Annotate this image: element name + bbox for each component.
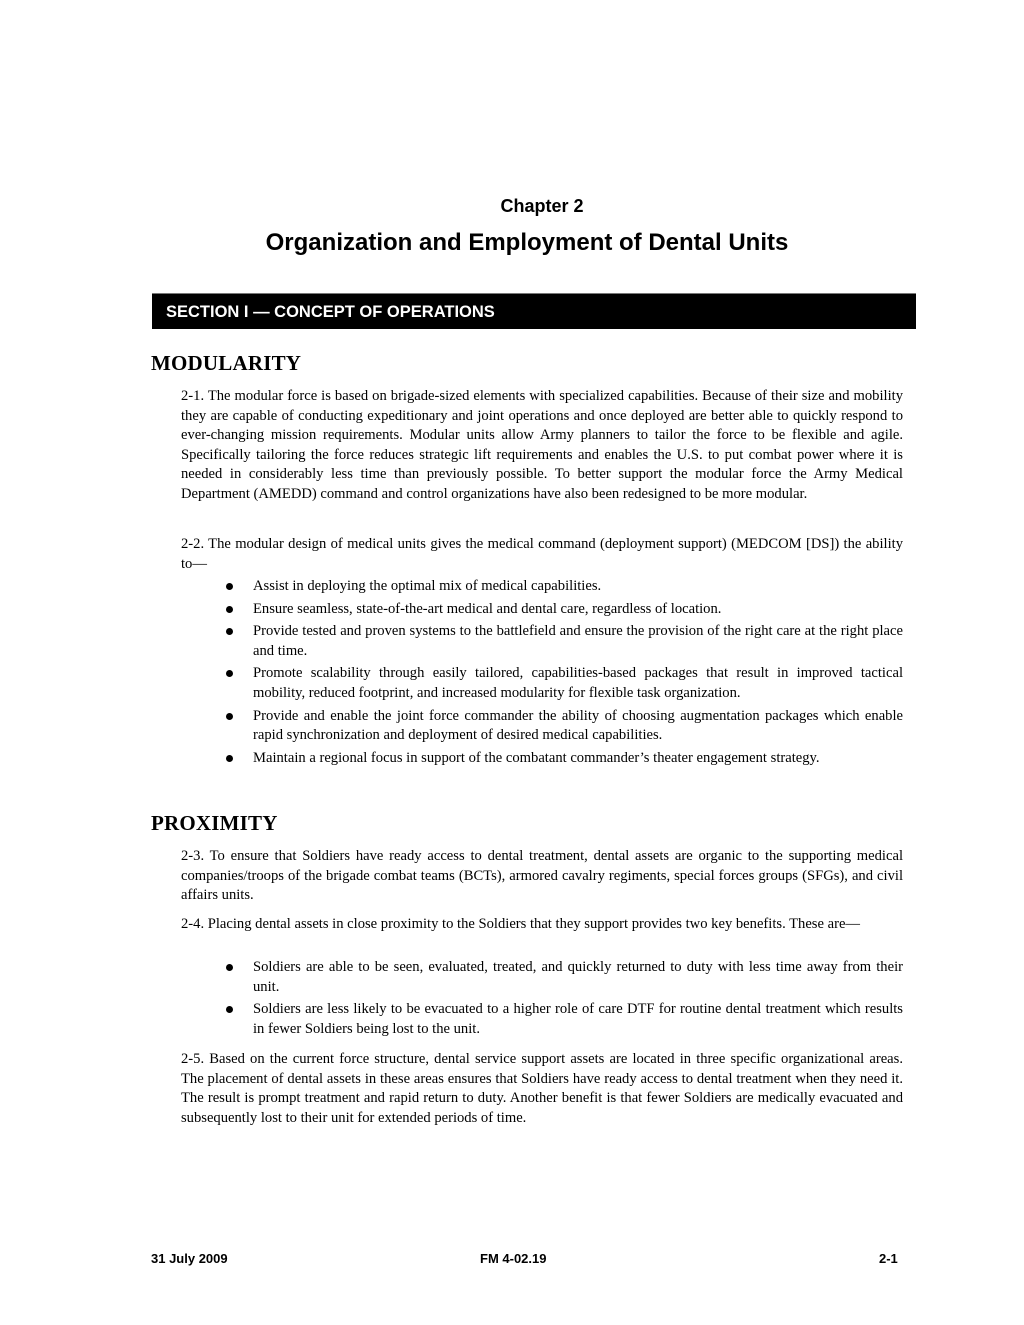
bullet-dot-icon [226, 606, 233, 613]
list-item: Provide tested and proven systems to the battlefield and ensure the provision of the right care at the right place and time. [226, 622, 903, 661]
paragraph-2-3: 2-3. To ensure that Soldiers have ready access to dental treatment, dental assets are organic to the supporting medical companies/troops of the brigade combat teams (BCTs), armored cavalry regiments, special forces groups (SFGs), and civil affairs units. [181, 848, 903, 904]
paragraph-2-4: 2-4. Placing dental assets in close proximity to the Soldiers that they support provides two key benefits. These are— [181, 916, 861, 932]
paragraph-2-5: 2-5. Based on the current force structure, dental service support assets are located in three specific organizational areas. The placement of dental assets in these areas ensures that Soldiers have ready access to dental treatment when they need it. The result is prompt treatment and rapid return to duty. Another benefit is that fewer Soldiers are medically evacuated and subsequently lost to their unit for extended periods of time. [181, 1051, 903, 1126]
list-item: Ensure seamless, state-of-the-art medical and dental care, regardless of location. [226, 600, 903, 620]
list-item: Assist in deploying the optimal mix of medical capabilities. [226, 577, 903, 597]
modularity-bullet-list [226, 577, 903, 771]
bullet-dot-icon [226, 583, 233, 590]
list-item: Provide and enable the joint force commander the ability of choosing augmentation packages which enable rapid synchronization and deployment of desired medical capabilities. [226, 707, 903, 746]
footer-date: 31 July 2009 [151, 1251, 228, 1266]
proximity-bullet-list [226, 958, 903, 1042]
heading-modularity: MODULARITY [151, 351, 302, 375]
list-item: Promote scalability through easily tailored, capabilities-based packages that result in improved tactical mobility, reduced footprint, and increased modularity for flexible task organization. [226, 664, 903, 703]
heading-proximity: PROXIMITY [151, 811, 278, 835]
bullet-dot-icon [226, 1006, 233, 1013]
bullet-dot-icon [226, 964, 233, 971]
paragraph-2-1: 2-1. The modular force is based on brigade-sized elements with specialized capabilities. Because of their size and mobility they are capable of conducting expeditionary and joint operations and once deployed are better able to quickly respond to ever-changing mission requirements. Modular units allow Army planners to tailor the force to be flexible and agile. Specifically tailoring the force reduces strategic lift requirements and enables the U.S. to put combat power where it is needed in considerably less time than previously possible. To better support the modular force the Army Medical Department (AMEDD) command and control organizations have also been redesigned to be more modular. [181, 388, 903, 502]
footer-document-number: FM 4-02.19 [480, 1251, 547, 1266]
bullet-dot-icon [226, 755, 233, 762]
list-item: Maintain a regional focus in support of the combatant commander’s theater engagement strategy. [226, 749, 903, 769]
bullet-dot-icon [226, 713, 233, 720]
bullet-dot-icon [226, 628, 233, 635]
chapter-title: Organization and Employment of Dental Units [265, 229, 789, 256]
section-header-bar: SECTION I — CONCEPT OF OPERATIONS [152, 293, 916, 329]
footer-page-number: 2-1 [879, 1251, 898, 1266]
chapter-label: Chapter 2 [500, 196, 584, 216]
paragraph-2-2: 2-2. The modular design of medical units gives the medical command (deployment support) (MEDCOM [DS]) the ability to— [181, 536, 903, 572]
bullet-dot-icon [226, 670, 233, 677]
list-item: Soldiers are able to be seen, evaluated, treated, and quickly returned to duty with less time away from their unit. [226, 958, 903, 997]
list-item: Soldiers are less likely to be evacuated to a higher role of care DTF for routine dental treatment which results in fewer Soldiers being lost to the unit. [226, 1000, 903, 1039]
